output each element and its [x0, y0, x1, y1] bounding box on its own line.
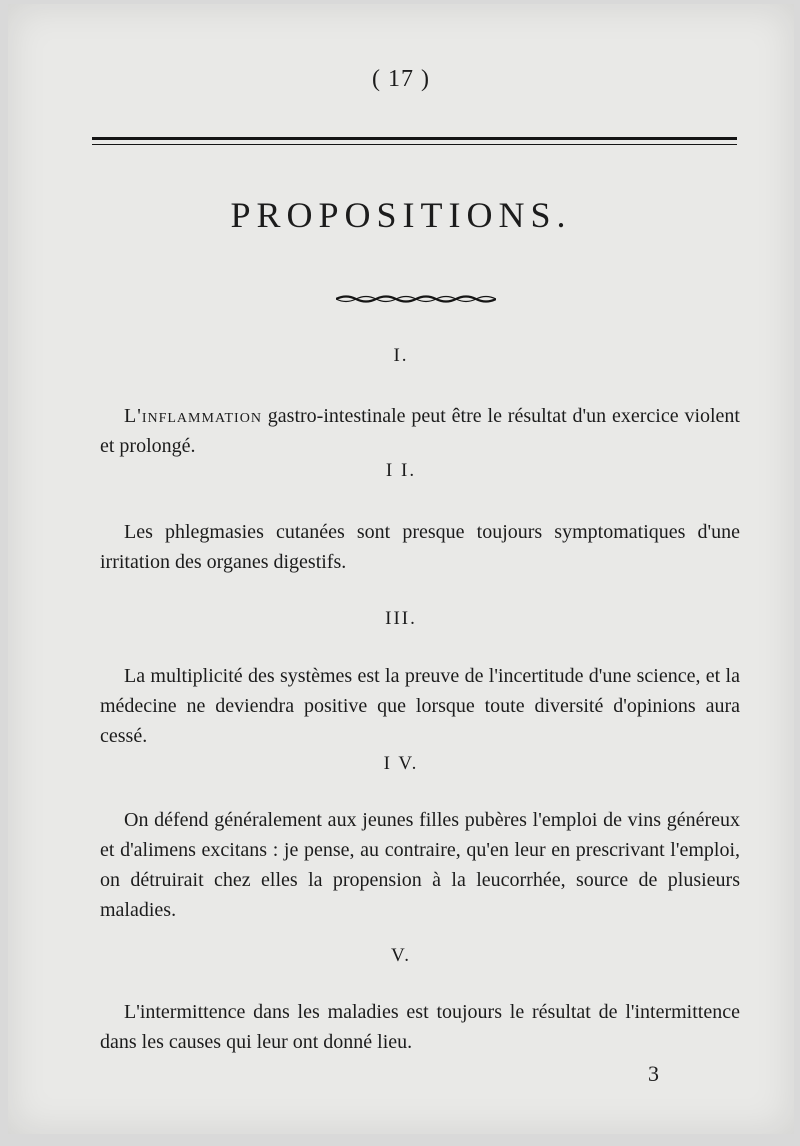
header-rule-thin	[92, 144, 737, 145]
proposition-numeral: V.	[390, 945, 412, 966]
proposition-body: gastro-intestinale peut être le résultat d'un exercice violent et prolongé.	[100, 405, 740, 457]
proposition-text: L'intermittence dans les maladies est toujours le résultat de l'intermittence dans les causes qui leur ont donné lieu.	[100, 1001, 740, 1053]
signature-mark: 3	[648, 1061, 659, 1086]
proposition-numeral: I V.	[383, 753, 419, 774]
book-page	[8, 4, 794, 1134]
header-rule-thick	[92, 137, 737, 140]
proposition-numeral: I I.	[385, 460, 417, 481]
page-title: PROPOSITIONS.	[230, 195, 572, 235]
ornament-divider-icon	[336, 293, 496, 305]
proposition-text: On défend généralement aux jeunes filles pubères l'emploi de vins généreux et d'alimens excitans : je pense, au contraire, qu'en leur en prescrivant l'emploi, on détruirait chez elles la propension à la leucorrhée, source de plusieurs maladies.	[100, 809, 740, 921]
proposition-numeral: III.	[385, 608, 417, 629]
proposition-text: La multiplicité des systèmes est la preuve de l'incertitude d'une science, et la médecine ne deviendra positive que lorsque toute diversité d'opinions aura cessé.	[100, 665, 740, 747]
proposition-lead-word: L'inflammation	[124, 405, 262, 427]
proposition-numeral: I.	[393, 345, 409, 366]
proposition-text: Les phlegmasies cutanées sont presque toujours symptomatiques d'une irritation des organes digestifs.	[100, 521, 740, 573]
page-number: ( 17 )	[372, 66, 430, 92]
proposition-text	[100, 401, 740, 461]
